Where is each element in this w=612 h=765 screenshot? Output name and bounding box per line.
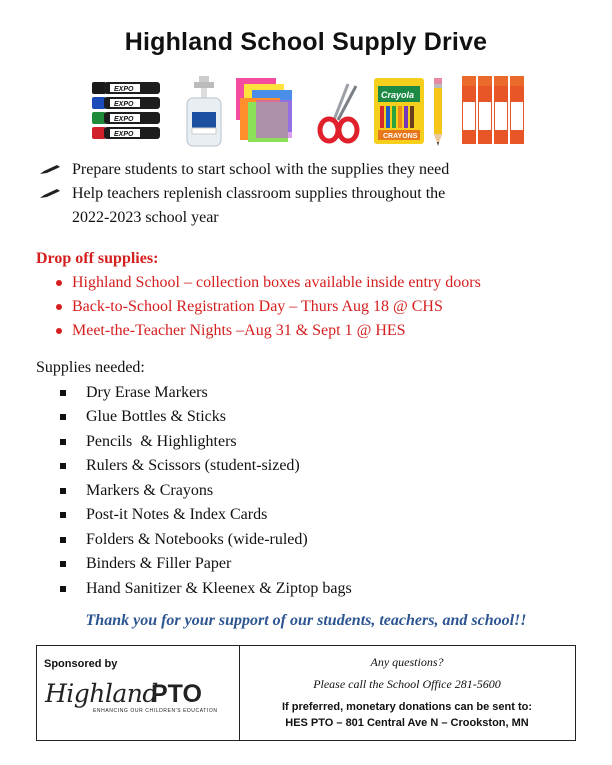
square-bullet-icon bbox=[60, 463, 66, 469]
page-title: Highland School Supply Drive bbox=[124, 28, 488, 56]
supply-item: Markers & Crayons bbox=[36, 479, 352, 504]
purpose-item: Help teachers replenish classroom supplies throughout the bbox=[36, 182, 449, 206]
supply-item: Pencils & Highlighters bbox=[36, 430, 352, 455]
purpose-item-continued: 2022-2023 school year bbox=[72, 209, 219, 226]
donation-line: If preferred, monetary donations can be sent to: bbox=[282, 701, 532, 713]
dropoff-item: Highland School – collection boxes available inside entry doors bbox=[36, 271, 481, 295]
pencil-image bbox=[432, 78, 444, 146]
scissors-image bbox=[316, 82, 366, 144]
square-bullet-icon bbox=[60, 390, 66, 396]
supply-item: Hand Sanitizer & Kleenex & Ziptop bags bbox=[36, 577, 352, 602]
dropoff-section bbox=[36, 247, 481, 343]
glue-sticks-image bbox=[460, 76, 526, 146]
supplies-list bbox=[36, 381, 352, 602]
supply-images-row bbox=[0, 76, 612, 152]
supplies-needed-heading: Supplies needed: bbox=[36, 359, 145, 376]
sponsored-by-label: Sponsored by bbox=[44, 658, 118, 670]
square-bullet-icon bbox=[60, 537, 66, 543]
supply-item: Dry Erase Markers bbox=[36, 381, 352, 406]
dropoff-item: Back-to-School Registration Day – Thurs Aug 18 @ CHS bbox=[36, 295, 481, 319]
pto-logo-text: PTO bbox=[151, 680, 202, 708]
colored-folders-image bbox=[232, 78, 298, 144]
svg-text:EXPO: EXPO bbox=[114, 131, 134, 138]
bullet-dot-icon bbox=[56, 328, 62, 334]
thank-you-message: Thank you for your support of our students, teachers, and school!! bbox=[85, 612, 527, 629]
supply-item: Folders & Notebooks (wide-ruled) bbox=[36, 528, 352, 553]
pencil-bullet-icon bbox=[40, 189, 60, 199]
square-bullet-icon bbox=[60, 512, 66, 518]
supply-item: Binders & Filler Paper bbox=[36, 552, 352, 577]
dropoff-heading: Drop off supplies: bbox=[36, 250, 159, 267]
square-bullet-icon bbox=[60, 488, 66, 494]
bullet-dot-icon bbox=[56, 304, 62, 310]
purpose-item: Prepare students to start school with the supplies they need bbox=[36, 158, 449, 182]
svg-text:Crayola: Crayola bbox=[381, 90, 415, 100]
svg-text:EXPO: EXPO bbox=[114, 101, 134, 108]
supply-item: Rulers & Scissors (student-sized) bbox=[36, 454, 352, 479]
crayons-box-image bbox=[374, 78, 424, 144]
pto-logo-script: Highland bbox=[45, 679, 158, 708]
sponsor-cell bbox=[37, 646, 240, 740]
dry-erase-markers-image bbox=[90, 80, 164, 144]
supplies-needed-section bbox=[36, 356, 352, 601]
bullet-dot-icon bbox=[56, 280, 62, 286]
questions-heading: Any questions? bbox=[370, 655, 444, 669]
pto-logo-tagline: ENHANCING OUR CHILDREN'S EDUCATION bbox=[93, 708, 218, 714]
contact-cell bbox=[239, 646, 575, 740]
svg-text:EXPO: EXPO bbox=[114, 86, 134, 93]
hand-sanitizer-image bbox=[184, 76, 224, 148]
dropoff-item: Meet-the-Teacher Nights –Aug 31 & Sept 1 @ HES bbox=[36, 319, 481, 343]
purpose-list bbox=[36, 158, 449, 230]
svg-text:EXPO: EXPO bbox=[114, 116, 134, 123]
square-bullet-icon bbox=[60, 561, 66, 567]
address-line: HES PTO – 801 Central Ave N – Crookston, MN bbox=[285, 717, 529, 729]
svg-text:CRAYONS: CRAYONS bbox=[383, 133, 418, 140]
square-bullet-icon bbox=[60, 586, 66, 592]
square-bullet-icon bbox=[60, 414, 66, 420]
pencil-bullet-icon bbox=[40, 165, 60, 175]
dropoff-list bbox=[36, 271, 481, 343]
supply-item: Post-it Notes & Index Cards bbox=[36, 503, 352, 528]
phone-line: Please call the School Office 281-5600 bbox=[313, 677, 501, 691]
square-bullet-icon bbox=[60, 439, 66, 445]
footer-box bbox=[36, 645, 576, 741]
supply-item: Glue Bottles & Sticks bbox=[36, 405, 352, 430]
